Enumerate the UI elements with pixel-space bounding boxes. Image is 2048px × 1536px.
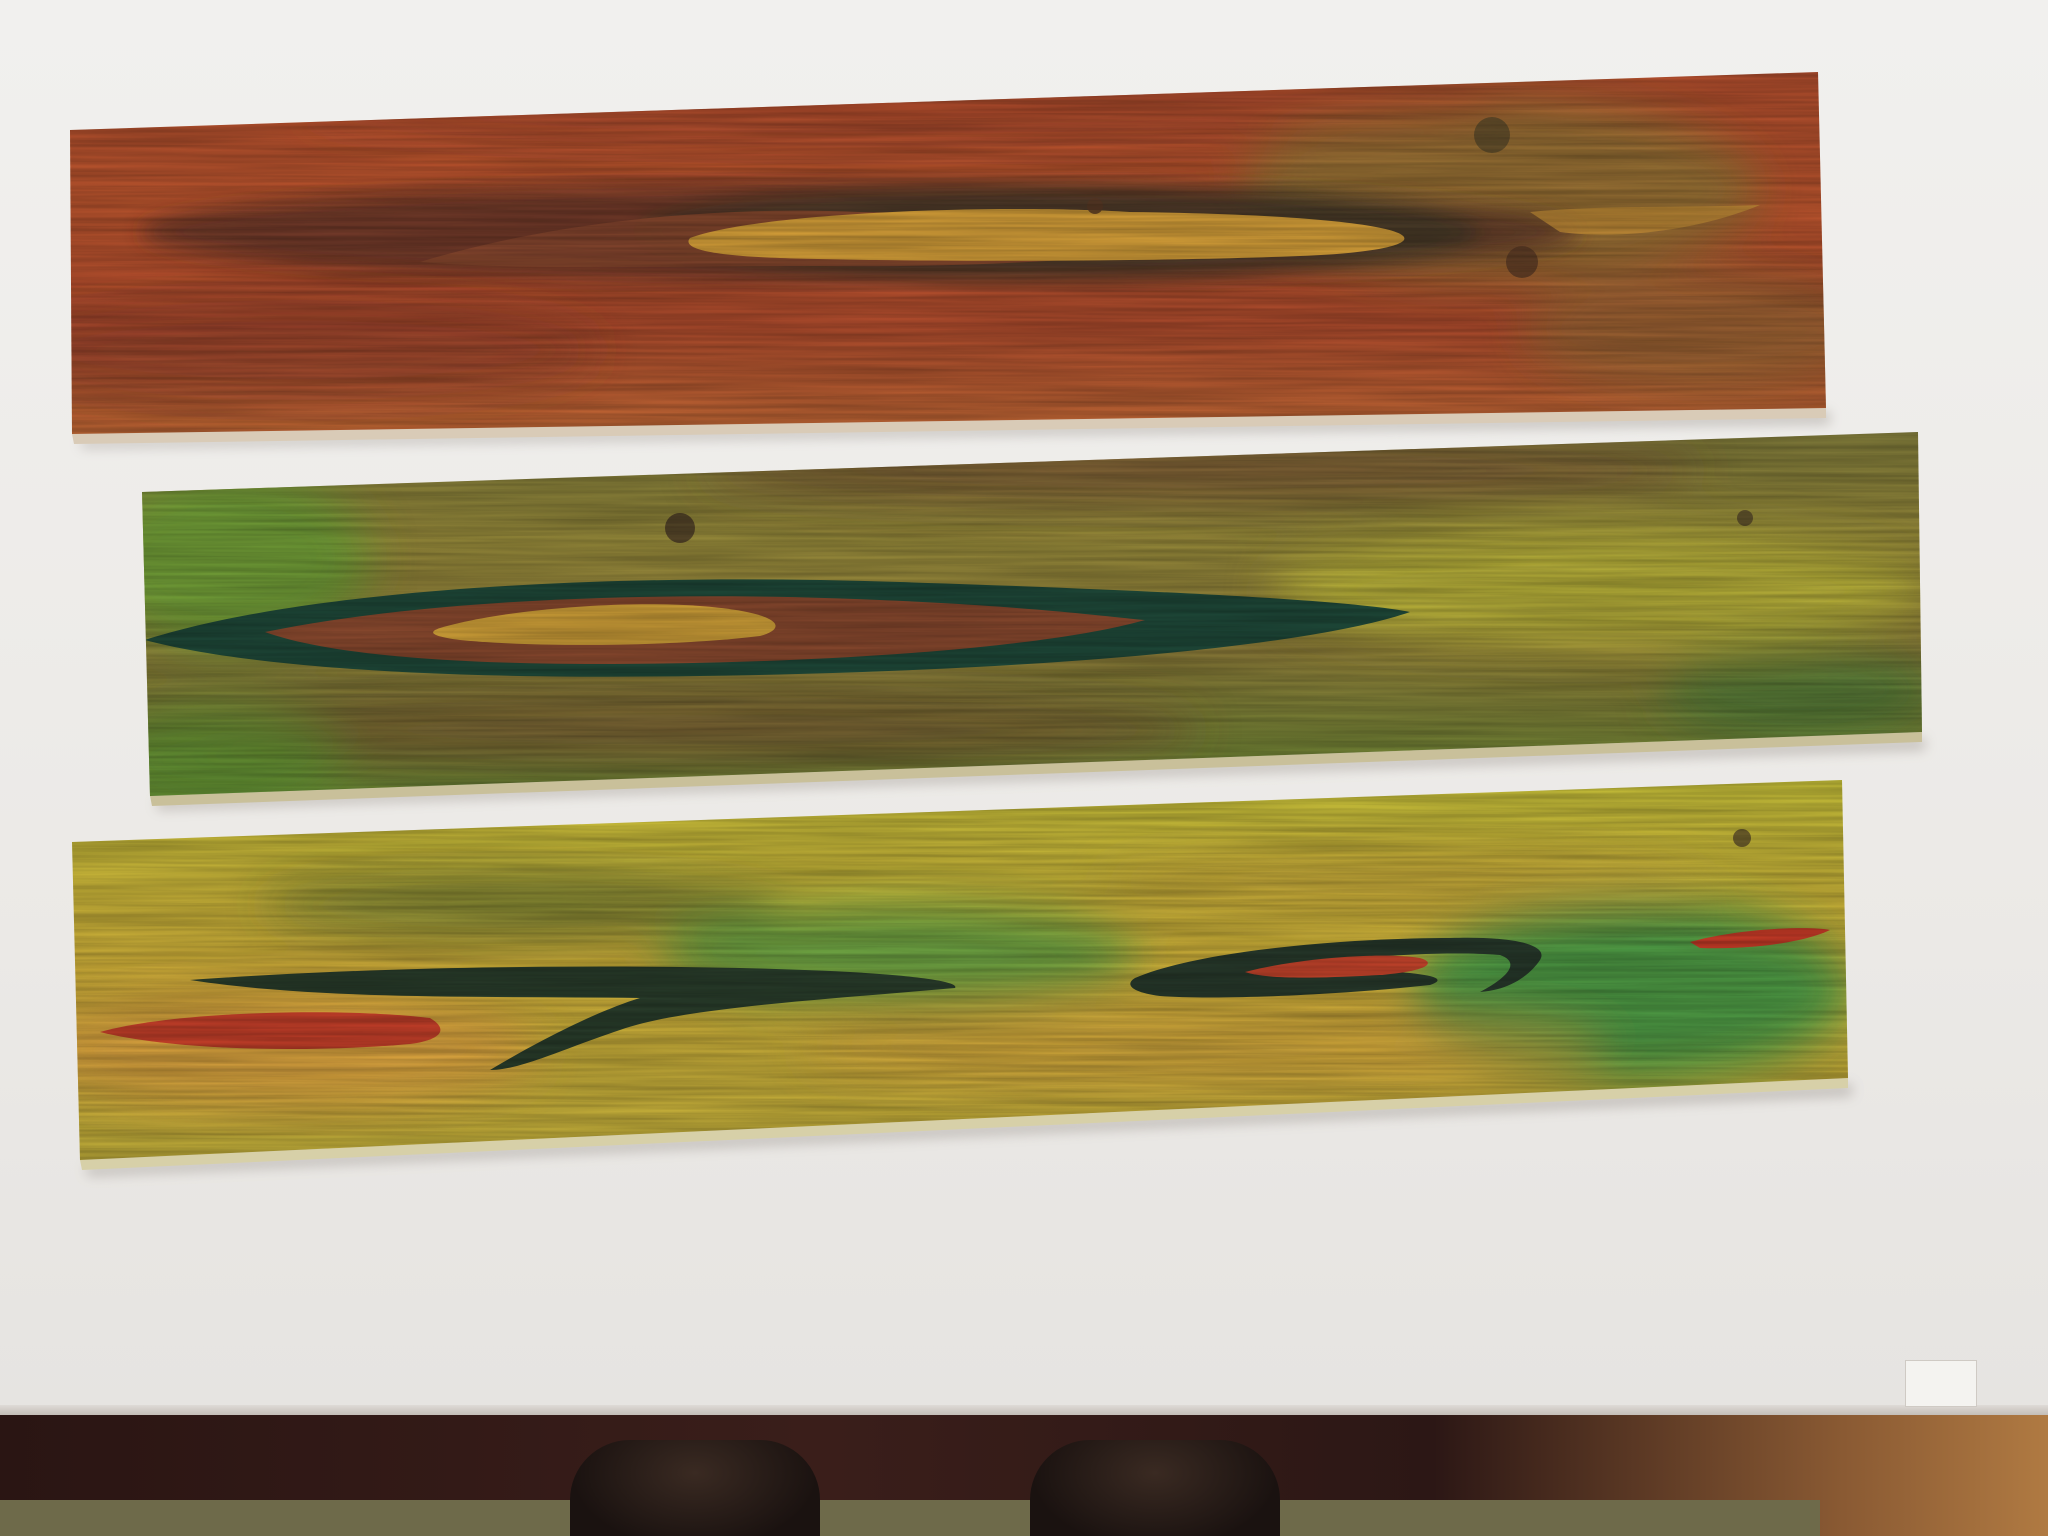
plank-top [0,60,1880,450]
plank-bottom [20,770,1860,1170]
